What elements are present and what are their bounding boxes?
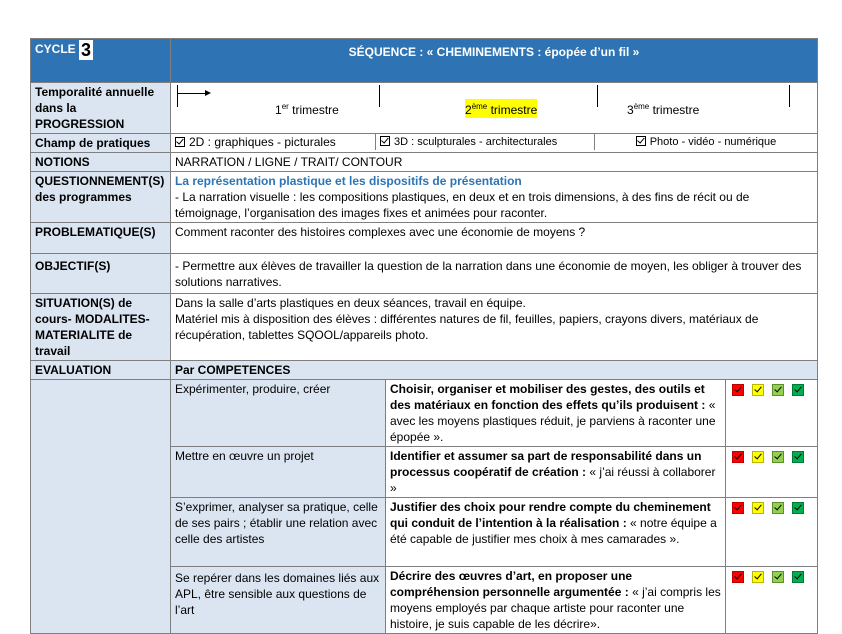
arrow-right-icon <box>177 93 209 94</box>
situation-row <box>31 294 818 361</box>
competences-margin <box>31 380 171 634</box>
problematique-row <box>31 223 818 254</box>
evaluation-label: EVALUATION <box>31 361 171 380</box>
questionnement-text: - La narration visuelle : les compositions plastiques, en deux et en trois dimensions, à des fins de récit ou de témoignage, l’organisation des images fixes et animées pour raconter. <box>175 190 750 220</box>
competence-levels[interactable] <box>726 380 818 447</box>
notions-label: NOTIONS <box>31 153 171 172</box>
timeline-cell <box>171 83 818 134</box>
timeline-tick-2 <box>597 85 598 107</box>
pratique-3d: 3D : sculpturales - architecturales <box>376 134 595 150</box>
level-yellow-checkbox-icon[interactable] <box>752 451 764 463</box>
competence-name: Expérimenter, produire, créer <box>171 380 386 447</box>
temporalite-row <box>31 83 818 134</box>
situation-line-2: Matériel mis à disposition des élèves : différentes natures de fil, feuilles, papiers, crayons divers, matériaux de récupération, tablettes SQOOL/appareils photo. <box>175 312 759 342</box>
problematique-value: Comment raconter des histoires complexes avec une économie de moyens ? <box>171 223 818 254</box>
champ-cell <box>171 134 818 153</box>
level-yellow-checkbox-icon[interactable] <box>752 571 764 583</box>
evaluation-value: Par COMPETENCES <box>171 361 818 380</box>
level-lightgreen-checkbox-icon[interactable] <box>772 502 784 514</box>
evaluation-row <box>31 361 818 380</box>
questionnement-row <box>31 172 818 223</box>
competence-desc: Décrire des œuvres d’art, en proposer une compréhension personnelle argumentée : « j’ai compris les moyens employés par chaque artiste pour raconter une histoire, je suis capable de les décrire». <box>386 567 726 634</box>
cycle-number: 3 <box>81 40 92 60</box>
checkbox-checked-icon <box>636 136 646 146</box>
timeline <box>175 83 813 115</box>
level-yellow-checkbox-icon[interactable] <box>752 502 764 514</box>
competence-name: Mettre en œuvre un projet <box>171 447 386 498</box>
champ-row <box>31 134 818 153</box>
timeline-end-tick <box>789 85 790 107</box>
level-red-checkbox-icon[interactable] <box>732 502 744 514</box>
problematique-label: PROBLEMATIQUE(S) <box>31 223 171 254</box>
notions-value: NARRATION / LIGNE / TRAIT/ CONTOUR <box>171 153 818 172</box>
competence-row <box>31 380 818 447</box>
objectif-value: - Permettre aux élèves de travailler la question de la narration dans une économie de moyen, les obliger à trouver des solutions narratives. <box>171 254 818 294</box>
competence-levels[interactable] <box>726 447 818 498</box>
trimestre-3: 3ème trimestre <box>627 102 700 117</box>
champ-label: Champ de pratiques <box>31 134 171 153</box>
competence-name: Se repérer dans les domaines liés aux APL, être sensible aux questions de l’art <box>171 567 386 634</box>
pratique-photo: Photo - vidéo - numérique <box>595 134 817 150</box>
notions-row <box>31 153 818 172</box>
competence-levels[interactable] <box>726 498 818 567</box>
trimestre-2: 2ème trimestre <box>465 99 537 118</box>
level-lightgreen-checkbox-icon[interactable] <box>772 451 784 463</box>
competence-desc: Choisir, organiser et mobiliser des gestes, des outils et des matériaux en fonction des effets qu’ils produisent : « avec les moyens plastiques réduit, je parviens à raconter une épopée ». <box>386 380 726 447</box>
level-green-checkbox-icon[interactable] <box>792 451 804 463</box>
competence-desc: Identifier et assumer sa part de responsabilité dans un processus coopératif de création : « j’ai réussi à collaborer » <box>386 447 726 498</box>
competence-desc: Justifier des choix pour rendre compte du cheminement qui conduit de l’intention à la réalisation : « notre équipe a été capable de justifier mes choix à mes camarades ». <box>386 498 726 567</box>
cycle-label: CYCLE <box>35 42 76 56</box>
sequence-title: SÉQUENCE : « CHEMINEMENTS : épopée d’un fil » <box>171 39 818 83</box>
sequence-sheet <box>30 38 817 634</box>
level-green-checkbox-icon[interactable] <box>792 384 804 396</box>
questionnement-cell <box>171 172 818 223</box>
header-row <box>31 39 818 83</box>
competence-name: S’exprimer, analyser sa pratique, celle de ses pairs ; établir une relation avec celle des artistes <box>171 498 386 567</box>
questionnement-title: La représentation plastique et les dispositifs de présentation <box>175 174 522 188</box>
questionnement-label: QUESTIONNEMENT(S) des programmes <box>31 172 171 223</box>
situation-label: SITUATION(S) de cours- MODALITES- MATERIALITE de travail <box>31 294 171 361</box>
temporalite-label: Temporalité annuelle dans la PROGRESSION <box>31 83 171 134</box>
timeline-start-tick <box>177 85 178 107</box>
checkbox-checked-icon <box>380 136 390 146</box>
level-green-checkbox-icon[interactable] <box>792 502 804 514</box>
level-lightgreen-checkbox-icon[interactable] <box>772 571 784 583</box>
competence-levels[interactable] <box>726 567 818 634</box>
level-red-checkbox-icon[interactable] <box>732 451 744 463</box>
objectif-row <box>31 254 818 294</box>
timeline-tick-1 <box>379 85 380 107</box>
trimestre-1: 1er trimestre <box>275 102 339 117</box>
level-red-checkbox-icon[interactable] <box>732 571 744 583</box>
sequence-table <box>30 38 818 634</box>
level-yellow-checkbox-icon[interactable] <box>752 384 764 396</box>
objectif-label: OBJECTIF(S) <box>31 254 171 294</box>
pratique-2d: 2D : graphiques - picturales <box>171 134 376 150</box>
level-lightgreen-checkbox-icon[interactable] <box>772 384 784 396</box>
level-green-checkbox-icon[interactable] <box>792 571 804 583</box>
level-red-checkbox-icon[interactable] <box>732 384 744 396</box>
situation-line-1: Dans la salle d’arts plastiques en deux séances, travail en équipe. <box>175 296 526 310</box>
situation-cell <box>171 294 818 361</box>
cycle-cell <box>31 39 171 83</box>
checkbox-checked-icon <box>175 137 185 147</box>
